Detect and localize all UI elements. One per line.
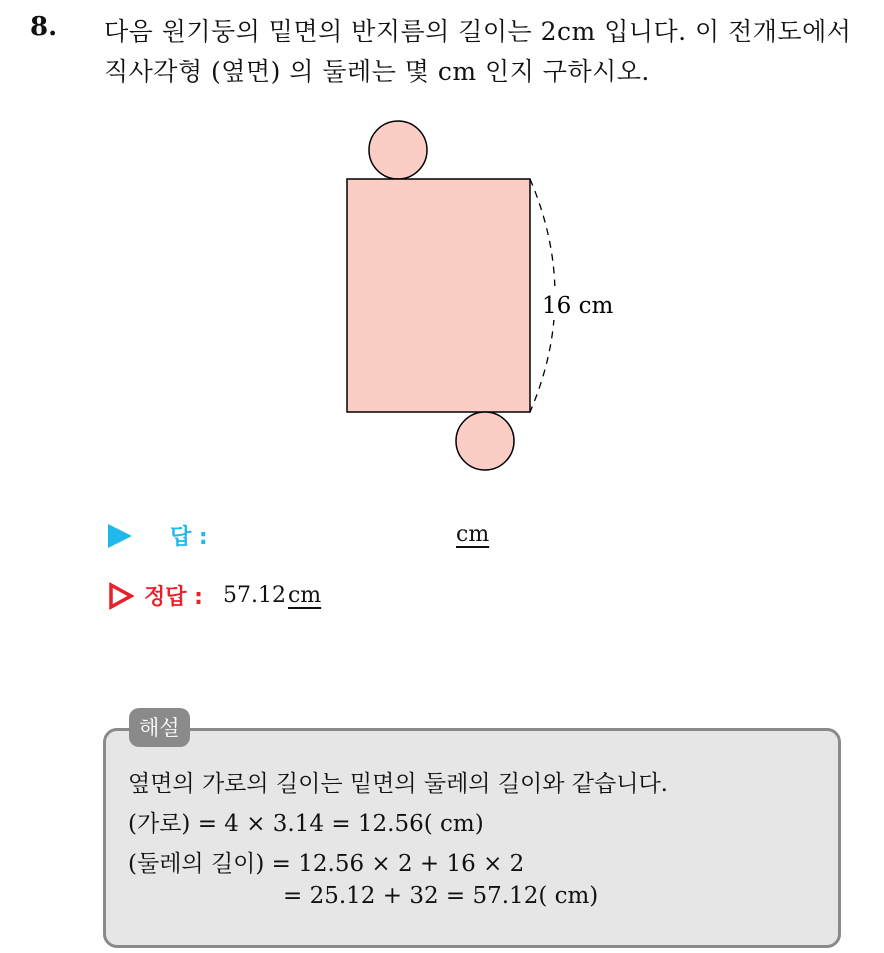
bottom-base-circle [456, 412, 514, 470]
question-text-line-1: 다음 원기둥의 밑면의 반지름의 길이는 2cm 입니다. 이 전개도에서 [104, 17, 852, 46]
side-rectangle [347, 179, 530, 412]
outline-triangle-icon [108, 582, 134, 610]
correct-answer-unit: cm [287, 583, 322, 608]
explanation-line-1: 옆면의 가로의 길이는 밑면의 둘레의 길이와 같습니다. [128, 771, 668, 797]
height-label: 16 cm [542, 293, 614, 319]
question-number: 8. [30, 12, 58, 42]
answer-unit: cm [456, 522, 490, 547]
explanation-line-2: (가로) = 4 × 3.14 = 12.56( cm) [128, 811, 484, 837]
explanation-tag: 해설 [129, 708, 190, 747]
explanation-line-4: = 25.12 + 32 = 57.12( cm) [283, 883, 599, 909]
play-triangle-icon [108, 524, 132, 548]
explanation-line-3: (둘레의 길이) = 12.56 × 2 + 16 × 2 [128, 851, 525, 877]
correct-answer-value: 57.12 [222, 583, 286, 608]
correct-answer-row [108, 580, 321, 611]
answer-label: 답 : [170, 525, 208, 550]
answer-row [108, 520, 208, 551]
question-text-line-2: 직사각형 (옆면) 의 둘레는 몇 cm 인지 구하시오. [104, 57, 650, 86]
top-base-circle [369, 121, 427, 179]
correct-answer-label: 정답 : [144, 585, 203, 610]
explanation-box [103, 728, 841, 948]
